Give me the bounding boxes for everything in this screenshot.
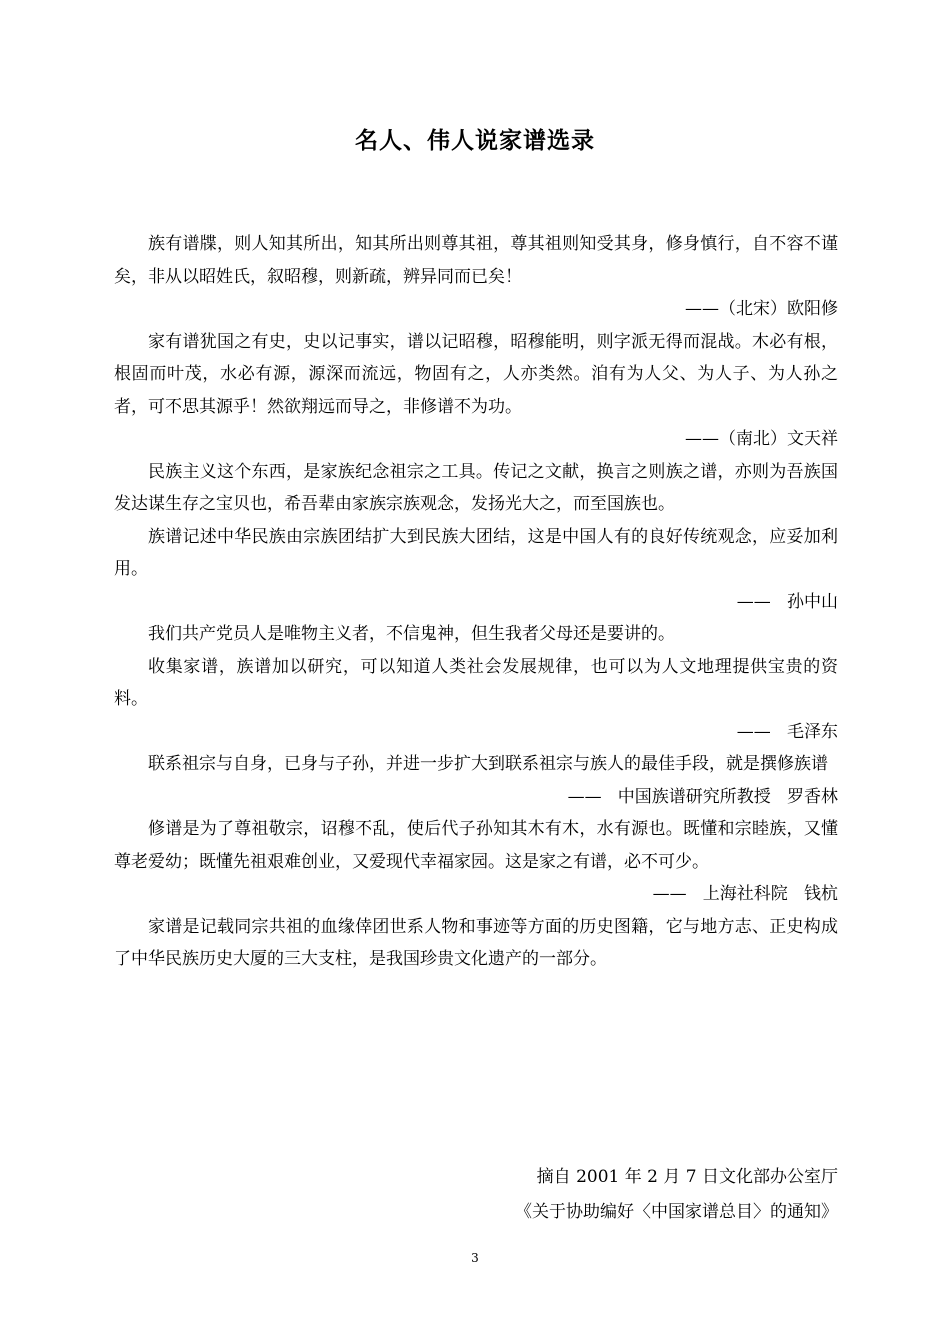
page-number: 3 xyxy=(471,1251,479,1265)
quote-attribution: —— 上海社科院 钱杭 xyxy=(652,884,838,904)
quote-paragraph: 联系祖宗与自身，已身与子孙，并进一步扩大到联系祖宗与族人的最佳手段，就是撰修族谱 xyxy=(148,754,828,774)
source-line-document: 《关于协助编好〈中国家谱总目〉的通知》 xyxy=(515,1202,838,1222)
quote-paragraph: 我们共产党员人是唯物主义者，不信鬼神，但生我者父母还是要讲的。 xyxy=(148,624,675,644)
quote-paragraph: 族谱记述中华民族由宗族团结扩大到民族大团结，这是中国人有的良好传统观念，应妥加利用。 xyxy=(114,526,838,579)
quote-attribution: —— 毛泽东 xyxy=(736,721,838,742)
page-title: 名人、伟人说家谱选录 xyxy=(355,128,595,154)
quotes-body xyxy=(114,228,838,976)
quote-paragraph: 民族主义这个东西，是家族纪念祖宗之工具。传记之文献，换言之则族之谱，亦则为吾族国发达谋生存之宝贝也，希吾辈由家族宗族观念，发扬光大之，而至国族也。 xyxy=(114,461,838,514)
quote-attribution: ——（南北）文天祥 xyxy=(685,429,838,449)
quote-paragraph: 家谱是记载同宗共祖的血缘倖团世系人物和事迹等方面的历史图籍，它与地方志、正史构成了中华民族历史大厦的三大支柱，是我国珍贵文化遗产的一部分。 xyxy=(114,916,838,969)
quote-attribution: —— 中国族谱研究所教授 罗香林 xyxy=(567,786,838,807)
quote-attribution: —— 孙中山 xyxy=(736,591,838,612)
quote-paragraph: 家有谱犹国之有史，史以记事实，谱以记昭穆，昭穆能明，则字派无得而混战。木必有根，根固而叶茂，水必有源，源深而流远，物固有之，人亦类然。洎有为人父、为人子、为人孙之者，可不思其源乎！然欲翔远而导之，非修谱不为功。 xyxy=(114,331,838,417)
source-citation xyxy=(114,1160,838,1230)
source-line-date: 摘自 2001 年 2 月 7 日文化部办公室厅 xyxy=(536,1167,838,1187)
quote-paragraph: 收集家谱，族谱加以研究，可以知道人类社会发展规律，也可以为人文地理提供宝贵的资料。 xyxy=(114,656,838,709)
quote-attribution: ——（北宋）欧阳修 xyxy=(685,299,838,319)
quote-paragraph: 族有谱牒，则人知其所出，知其所出则尊其祖，尊其祖则知受其身，修身慎行，自不容不谨矣，非从以昭姓氏，叙昭穆，则新疏，辨异同而已矣！ xyxy=(114,234,838,287)
quote-paragraph: 修谱是为了尊祖敬宗，诏穆不乱，使后代子孙知其木有木，水有源也。既懂和宗睦族，又懂尊老爱幼；既懂先祖艰难创业，又爱现代幸福家园。这是家之有谱，必不可少。 xyxy=(114,819,838,872)
